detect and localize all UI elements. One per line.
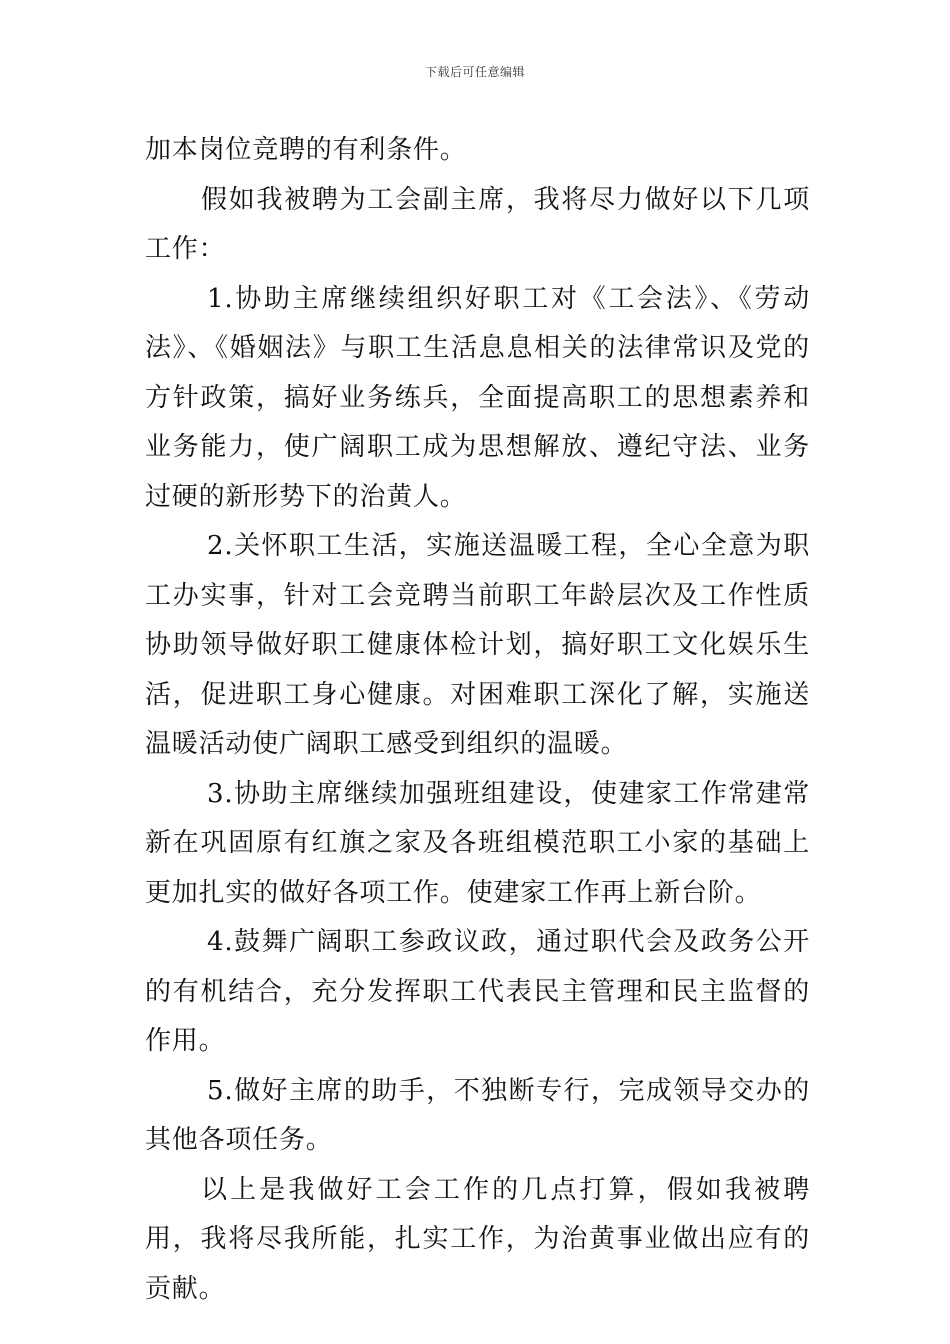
paragraph-item-1: 1.协助主席继续组织好职工对《工会法》、《劳动法》、《婚姻法》与职工生活息息相关的法律常识及党的方针政策，搞好业务练兵，全面提高职工的思想素养和业务能力，使广阔职工成为思想解放、遵纪守法、业务过硬的新形势下的治黄人。: [145, 283, 810, 512]
paragraph-work-intro: 假如我被聘为工会副主席，我将尽力做好以下几项工作：: [145, 184, 810, 264]
document-body: [145, 126, 810, 1314]
paragraph-item-5: 5.做好主席的助手，不独断专行，完成领导交办的其他各项任务。: [145, 1075, 810, 1155]
paragraph-item-2: 2.关怀职工生活，实施送温暖工程，全心全意为职工办实事，针对工会竞聘当前职工年龄层次及工作性质协助领导做好职工健康体检计划，搞好职工文化娱乐生活，促进职工身心健康。对困难职工深化了解，实施送温暖活动使广阔职工感受到组织的温暖。: [145, 531, 810, 759]
paragraph-conclusion: 以上是我做好工会工作的几点打算，假如我被聘用，我将尽我所能，扎实工作，为治黄事业做出应有的贡献。: [145, 1174, 810, 1304]
paragraph-item-4: 4.鼓舞广阔职工参政议政，通过职代会及政务公开的有机结合，充分发挥职工代表民主管理和民主监督的作用。: [145, 927, 810, 1056]
page-header: 下载后可任意编辑: [424, 65, 525, 79]
paragraph-intro-continuation: 加本岗位竞聘的有利条件。: [145, 135, 467, 165]
paragraph-item-3: 3.协助主席继续加强班组建设，使建家工作常建常新在巩固原有红旗之家及各班组模范职工小家的基础上更加扎实的做好各项工作。使建家工作再上新台阶。: [145, 778, 810, 908]
